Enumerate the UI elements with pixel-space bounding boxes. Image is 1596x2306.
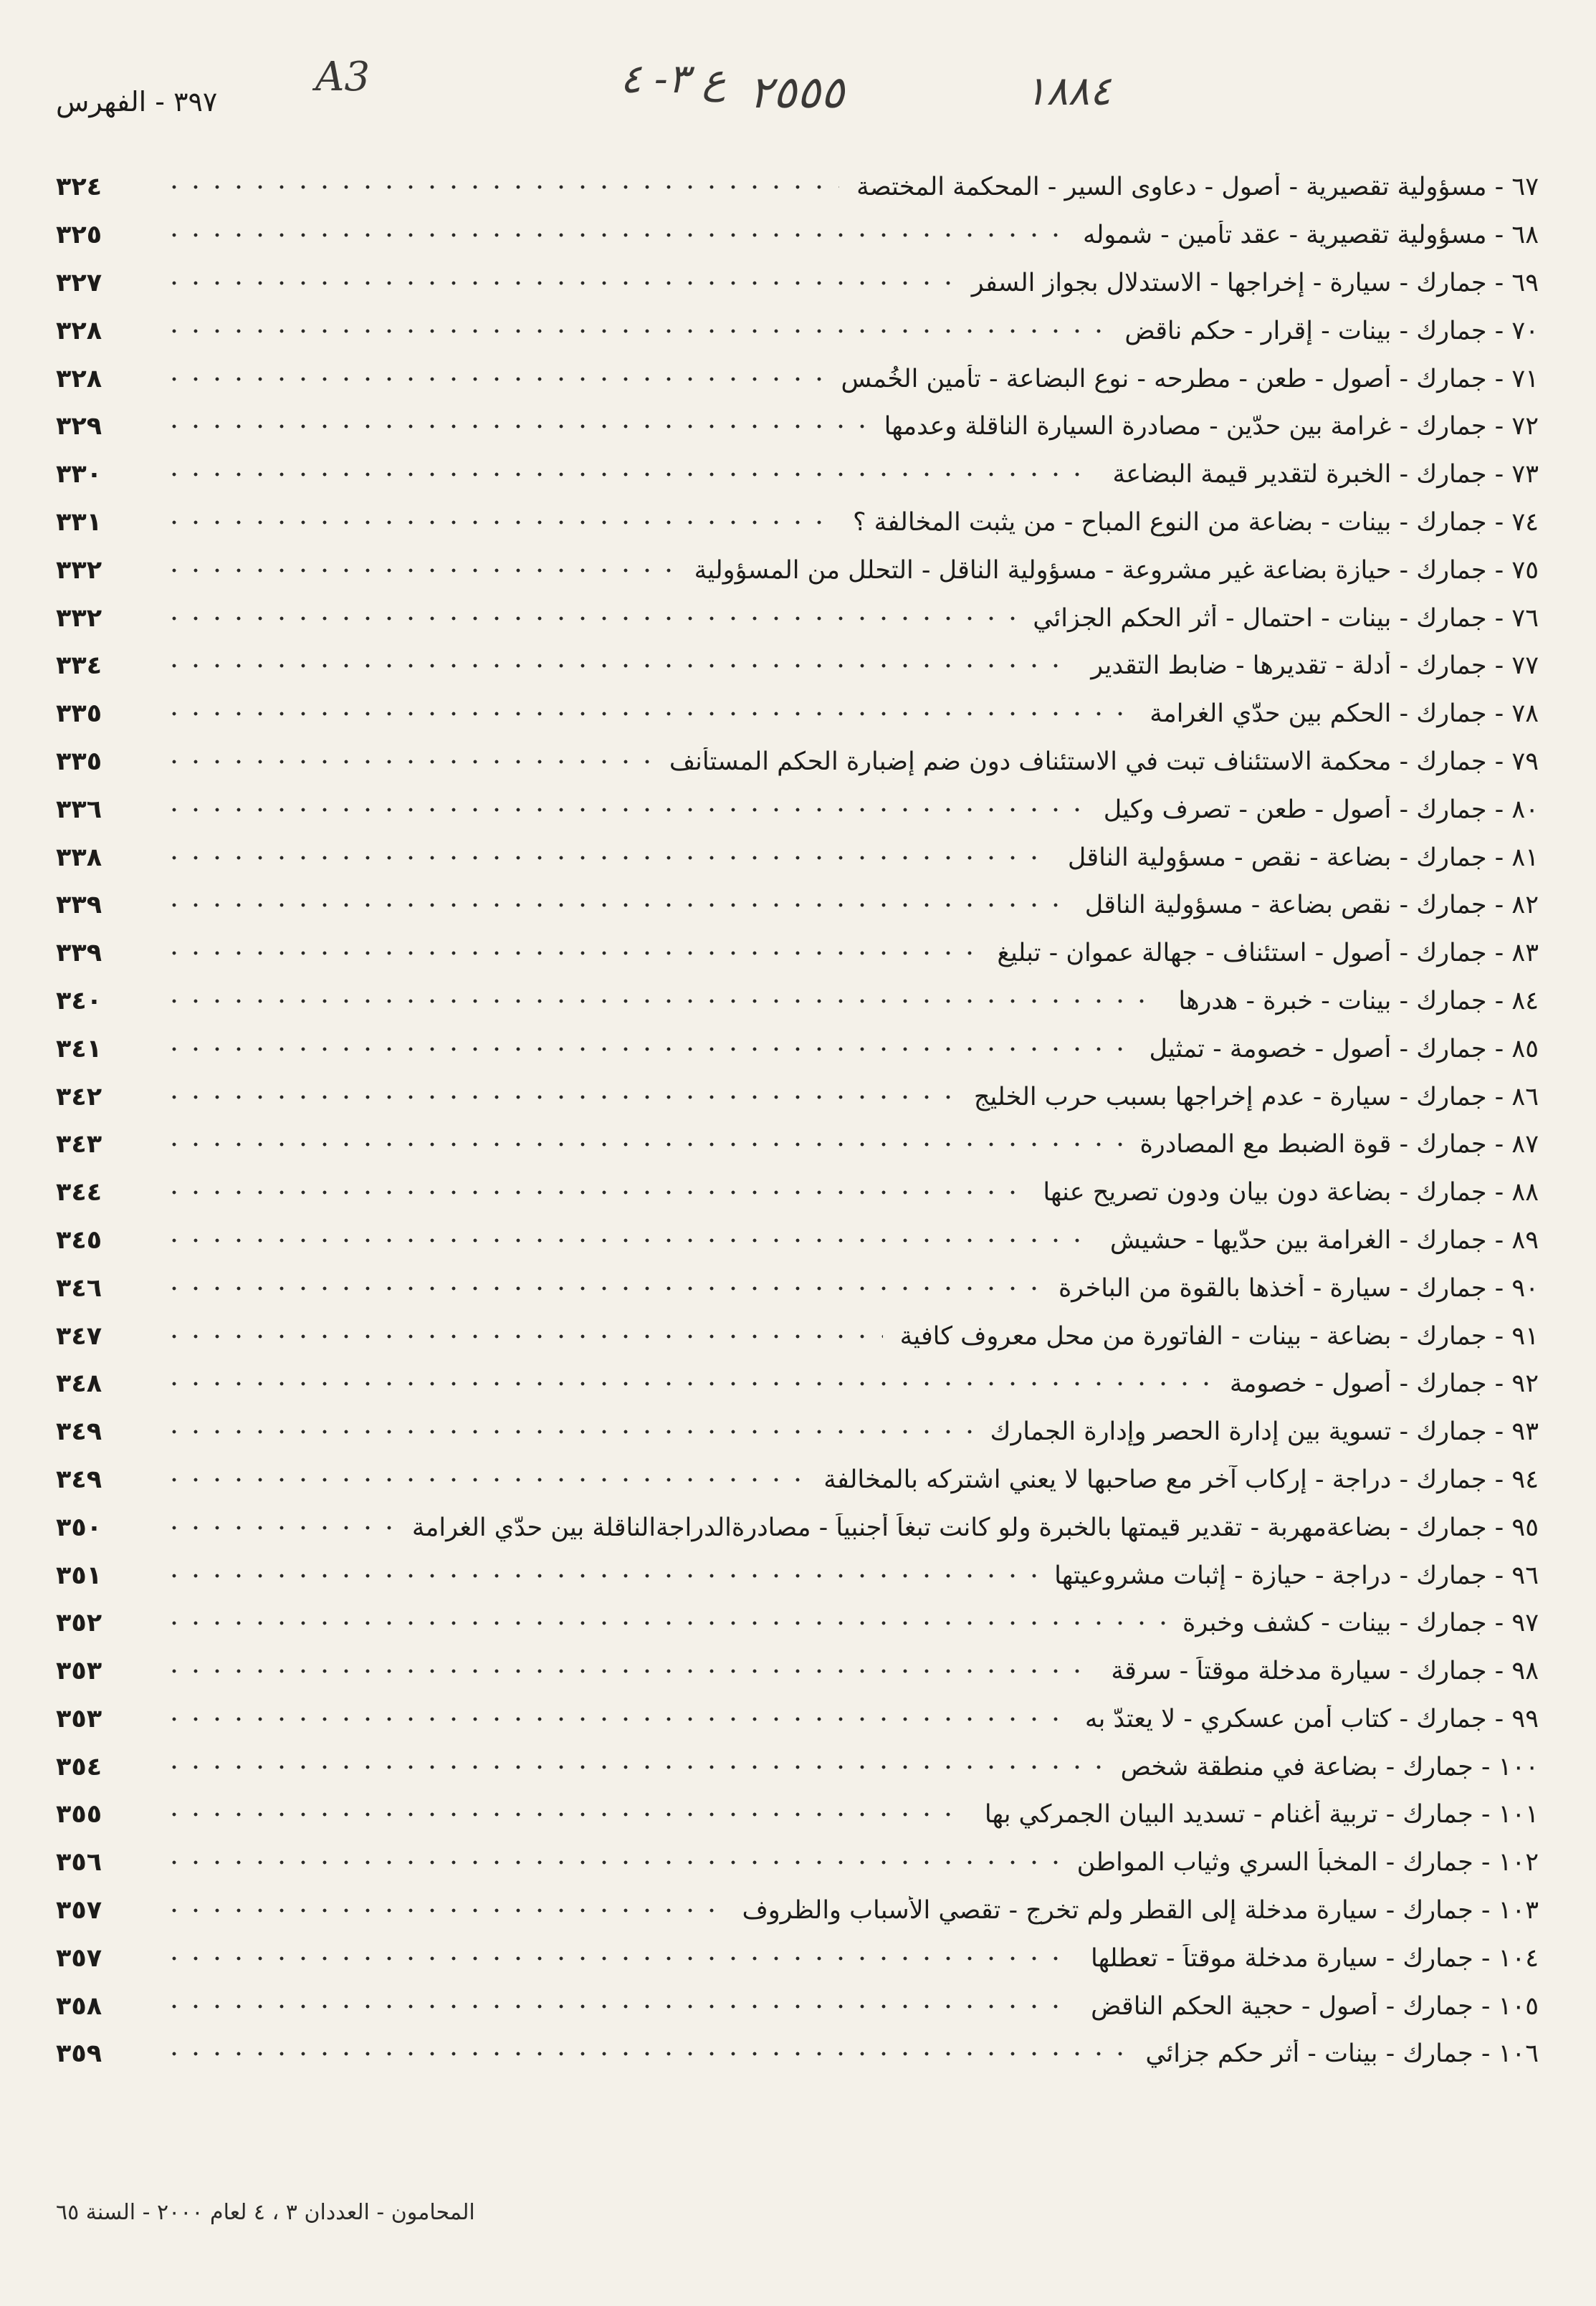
dot-leader [163, 760, 652, 764]
dot-leader [163, 856, 1051, 860]
entry-title: ٧١ - جمارك - أصول - طعن - مطرحه - نوع البضاعة - تأمين الخُمس [841, 364, 1539, 393]
entry-title: ٦٩ - جمارك - سيارة - إخراجها - الاستدلال بجواز السفر [971, 268, 1539, 297]
index-entry [56, 211, 1539, 259]
entry-page-number: ٣٢٨ [56, 316, 102, 345]
entry-title: ٧٥ - جمارك - حيازة بضاعة غير مشروعة - مسؤولية الناقل - التحلل من المسؤولية [694, 555, 1539, 585]
index-entry [56, 1264, 1539, 1312]
index-entry [56, 546, 1539, 594]
entry-title: ١٠٤ - جمارك - سيارة مدخلة موقتاً - تعطلها [1091, 1943, 1539, 1973]
entry-page-number: ٣٥١ [56, 1561, 102, 1590]
entry-title: ١٠٠ - جمارك - بضاعة في منطقة شخص [1120, 1752, 1539, 1781]
entry-page-number: ٣٥٩ [56, 2039, 102, 2069]
index-entry [56, 259, 1539, 307]
index-entry [56, 307, 1539, 355]
entry-page-number: ٣٣٦ [56, 795, 102, 824]
index-entry [56, 1025, 1539, 1073]
handwritten-note: ٢٥٥٥ [749, 66, 845, 118]
dot-leader [163, 1142, 1122, 1147]
index-entry [56, 1791, 1539, 1839]
entry-title: ٩٦ - جمارك - دراجة - حيازة - إثبات مشروعيتها [1054, 1561, 1539, 1590]
entry-title: ٧٧ - جمارك - أدلة - تقديرها - ضابط التقدير [1091, 651, 1539, 681]
entry-page-number: ٣٢٥ [56, 221, 102, 250]
index-entry [56, 1503, 1539, 1551]
index-entry [56, 785, 1539, 833]
dot-leader [163, 185, 839, 189]
index-entry [56, 2030, 1539, 2078]
entry-page-number: ٣٤٤ [56, 1178, 102, 1207]
entry-title: ٧٦ - جمارك - بينات - احتمال - أثر الحكم الجزائي [1033, 603, 1539, 633]
entry-page-number: ٣٣٠ [56, 460, 102, 489]
index-entry [56, 163, 1539, 211]
entry-page-number: ٣٢٩ [56, 412, 102, 441]
dot-leader [163, 808, 1086, 812]
dot-leader [163, 424, 867, 429]
index-entry [56, 1456, 1539, 1504]
dot-leader [163, 1095, 957, 1099]
index-entry [56, 355, 1539, 403]
handwritten-note: ١٨٨٤ [1025, 68, 1112, 115]
entry-page-number: ٣٤٩ [56, 1465, 102, 1494]
dot-leader [163, 520, 836, 525]
index-entry [56, 833, 1539, 881]
dot-leader [163, 1956, 1074, 1961]
dot-leader [163, 1478, 806, 1482]
entry-page-number: ٣٤١ [56, 1034, 102, 1063]
entry-page-number: ٣٥٠ [56, 1513, 102, 1542]
entry-page-number: ٣٤٨ [56, 1369, 102, 1399]
dot-leader [163, 1717, 1068, 1721]
dot-leader [163, 1669, 1094, 1673]
dot-leader [163, 2052, 1128, 2056]
index-entry [56, 1073, 1539, 1121]
index-entry [56, 881, 1539, 929]
index-entry [56, 1599, 1539, 1647]
dot-leader [163, 1047, 1132, 1051]
handwritten-note: ع ٣- ٤ [620, 56, 727, 102]
entry-title: ٨٥ - جمارك - أصول - خصومة - تمثيل [1149, 1034, 1539, 1063]
dot-leader [163, 1382, 1213, 1386]
entry-page-number: ٣٤٥ [56, 1225, 102, 1255]
dot-leader [163, 2004, 1074, 2009]
entry-title: ٧٨ - جمارك - الحكم بين حدّي الغرامة [1150, 699, 1539, 729]
entry-page-number: ٣٢٨ [56, 364, 102, 393]
entry-page-number: ٣٢٤ [56, 173, 102, 202]
entry-page-number: ٣٥٥ [56, 1800, 102, 1829]
entry-page-number: ٣٣١ [56, 507, 102, 537]
dot-leader [163, 1238, 1093, 1243]
entry-page-number: ٣٤٩ [56, 1417, 102, 1447]
index-entry [56, 977, 1539, 1025]
index-entry [56, 642, 1539, 690]
entry-title: ٧٩ - جمارك - محكمة الاستئناف تبت في الاستئناف دون ضم إضبارة الحكم المستأنف [669, 747, 1539, 776]
entry-page-number: ٣٥٦ [56, 1848, 102, 1877]
entry-title: ٨٩ - جمارك - الغرامة بين حدّيها - حشيش [1109, 1225, 1539, 1255]
entry-title: ١٠١ - جمارك - تربية أغنام - تسديد البيان الجمركي بها [984, 1800, 1539, 1829]
dot-leader [163, 1812, 967, 1817]
dot-leader [163, 664, 1074, 668]
dot-leader [163, 377, 824, 381]
dot-leader [163, 329, 1107, 333]
index-entry [56, 1408, 1539, 1456]
entry-page-number: ٣٣٥ [56, 747, 102, 776]
dot-leader [163, 1334, 883, 1339]
index-entry [56, 1695, 1539, 1743]
entry-title: ٩٤ - جمارك - دراجة - إركاب آخر مع صاحبها لا يعني اشتركه بالمخالفة [823, 1465, 1539, 1494]
dot-leader [163, 903, 1068, 907]
index-entry [56, 1360, 1539, 1408]
index-entry [56, 1121, 1539, 1169]
entry-page-number: ٣٥٤ [56, 1752, 102, 1781]
index-entry [56, 1551, 1539, 1599]
index-entry [56, 1647, 1539, 1695]
dot-leader [163, 1574, 1037, 1578]
entry-title: ٨٨ - جمارك - بضاعة دون بيان ودون تصريح عنها [1043, 1178, 1539, 1207]
entry-page-number: ٣٣٨ [56, 843, 102, 872]
dot-leader [163, 951, 980, 955]
entry-page-number: ٣٣٢ [56, 603, 102, 633]
entry-page-number: ٣٥٣ [56, 1657, 102, 1686]
handwritten-note: A3 [315, 54, 371, 100]
entry-title: ٨٤ - جمارك - بينات - خبرة - هدرها [1178, 986, 1539, 1015]
dot-leader [163, 1621, 1165, 1625]
index-entry [56, 1982, 1539, 2030]
entry-page-number: ٣٣٤ [56, 651, 102, 681]
entry-title: ٧٣ - جمارك - الخبرة لتقدير قيمة البضاعة [1112, 460, 1539, 489]
entry-page-number: ٣٤٧ [56, 1321, 102, 1351]
dot-leader [163, 1765, 1104, 1769]
index-entry [56, 1839, 1539, 1887]
entry-page-number: ٣٥٧ [56, 1896, 102, 1925]
dot-leader [163, 281, 955, 285]
index-entry [56, 499, 1539, 547]
dot-leader [163, 472, 1096, 477]
dot-leader [163, 1190, 1026, 1195]
entry-page-number: ٣٣٢ [56, 555, 102, 585]
index-entry [56, 738, 1539, 786]
entry-page-number: ٣٥٧ [56, 1943, 102, 1973]
dot-leader [163, 1286, 1041, 1291]
index-entry [56, 594, 1539, 642]
entry-page-number: ٣٤٠ [56, 986, 102, 1015]
entry-title: ٧٤ - جمارك - بينات - بضاعة من النوع المباح - من يثبت المخالفة ؟ [852, 507, 1539, 537]
entry-title: ٩٠ - جمارك - سيارة - أخذها بالقوة من الباخرة [1058, 1273, 1539, 1303]
dot-leader [163, 999, 1161, 1003]
index-entry [56, 1169, 1539, 1217]
entry-page-number: ٣٣٩ [56, 891, 102, 920]
dot-leader [163, 233, 1066, 237]
dot-leader [163, 616, 1016, 621]
page-header: ٣٩٧ - الفهرس [56, 86, 218, 118]
entry-title: ٩٩ - جمارك - كتاب أمن عسكري - لا يعتدّ به [1084, 1704, 1539, 1733]
dot-leader [163, 568, 677, 573]
entry-title: ٩٧ - جمارك - بينات - كشف وخبرة [1182, 1609, 1539, 1638]
entry-page-number: ٣٣٩ [56, 939, 102, 968]
index-entry [56, 690, 1539, 738]
entry-title: ٧٠ - جمارك - بينات - إقرار - حكم ناقض [1124, 316, 1539, 345]
index-entry [56, 1743, 1539, 1791]
index-entry [56, 1887, 1539, 1935]
index-entry [56, 451, 1539, 499]
entry-title: ٨٠ - جمارك - أصول - طعن - تصرف وكيل [1103, 795, 1539, 824]
entry-title: ٩٥ - جمارك - بضاعةمهربة - تقدير قيمتها بالخبرة ولو كانت تبغاً أجنبياً - مصادرةالدراجةالناقلة بين حدّي الغرامة [411, 1513, 1539, 1542]
entry-title: ٩٣ - جمارك - تسوية بين إدارة الحصر وإدارة الجمارك [990, 1417, 1539, 1447]
index-entry [56, 403, 1539, 451]
dot-leader [163, 1860, 1060, 1865]
dot-leader [163, 1526, 395, 1530]
entry-title: ١٠٦ - جمارك - بينات - أثر حكم جزائي [1145, 2039, 1539, 2069]
entry-page-number: ٣٥٢ [56, 1609, 102, 1638]
entry-title: ١٠٣ - جمارك - سيارة مدخلة إلى القطر ولم تخرج - تقصي الأسباب والظروف [742, 1896, 1539, 1925]
entry-title: ١٠٢ - جمارك - المخبأ السري وثياب المواطن [1076, 1848, 1539, 1877]
index-entry [56, 1934, 1539, 1982]
entry-title: ٩٢ - جمارك - أصول - خصومة [1229, 1369, 1539, 1399]
entry-title: ٧٢ - جمارك - غرامة بين حدّين - مصادرة السيارة الناقلة وعدمها [884, 412, 1539, 441]
entry-title: ٦٧ - مسؤولية تقصيرية - أصول - دعاوى السير - المحكمة المختصة [856, 173, 1539, 202]
dot-leader [163, 1908, 725, 1913]
dot-leader [163, 1430, 973, 1434]
entry-title: ٨١ - جمارك - بضاعة - نقص - مسؤولية الناقل [1067, 843, 1539, 872]
index-entry [56, 1312, 1539, 1360]
entry-page-number: ٣٤٣ [56, 1130, 102, 1159]
entry-title: ١٠٥ - جمارك - أصول - حجية الحكم الناقض [1091, 1991, 1539, 2021]
dot-leader [163, 712, 1132, 716]
entry-page-number: ٣٥٨ [56, 1991, 102, 2021]
entry-page-number: ٣٤٦ [56, 1273, 102, 1303]
entry-title: ٩١ - جمارك - بضاعة - بينات - الفاتورة من محل معروف كافية [899, 1321, 1539, 1351]
entry-title: ٨٧ - جمارك - قوة الضبط مع المصادرة [1139, 1130, 1539, 1159]
entry-page-number: ٣٥٣ [56, 1704, 102, 1733]
entry-title: ٨٦ - جمارك - سيارة - عدم إخراجها بسبب حرب الخليج [973, 1082, 1539, 1111]
index-entry [56, 1217, 1539, 1265]
entry-title: ٦٨ - مسؤولية تقصيرية - عقد تأمين - شموله [1082, 221, 1539, 250]
entry-page-number: ٣٢٧ [56, 268, 102, 297]
entry-title: ٨٣ - جمارك - أصول - استئناف - جهالة عموان - تبليغ [997, 939, 1539, 968]
page-footer: المحامون - العددان ٣ ، ٤ لعام ٢٠٠٠ - السنة ٦٥ [56, 2200, 475, 2225]
index-entry [56, 929, 1539, 977]
index-list [56, 163, 1539, 2078]
entry-title: ٩٨ - جمارك - سيارة مدخلة موقتاً - سرقة [1111, 1657, 1539, 1686]
entry-title: ٨٢ - جمارك - نقص بضاعة - مسؤولية الناقل [1084, 891, 1539, 920]
entry-page-number: ٣٣٥ [56, 699, 102, 729]
entry-page-number: ٣٤٢ [56, 1082, 102, 1111]
